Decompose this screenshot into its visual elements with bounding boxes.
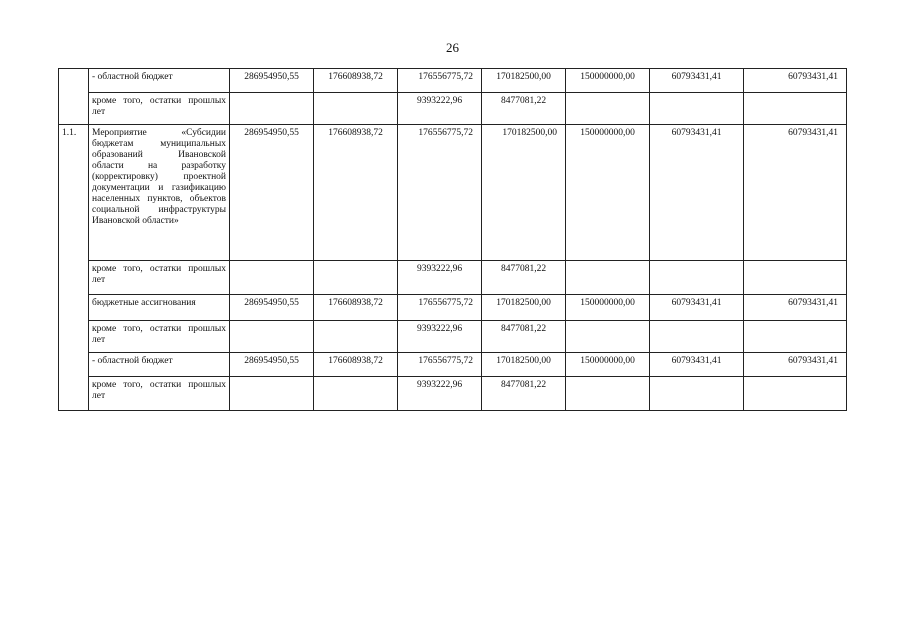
value-cell xyxy=(744,261,847,295)
value-cell: 8477081,22 xyxy=(482,93,566,125)
value-cell: 8477081,22 xyxy=(482,321,566,353)
value-cell: 170182500,00 xyxy=(482,353,566,377)
value-cell: 176608938,72 xyxy=(314,353,398,377)
value-cell xyxy=(650,321,744,353)
value-cell xyxy=(744,321,847,353)
value-cell: 150000000,00 xyxy=(566,295,650,321)
value-cell: 286954950,55 xyxy=(230,125,314,261)
value-cell: 60793431,41 xyxy=(650,353,744,377)
value-cell: 286954950,55 xyxy=(230,69,314,93)
value-cell: 60793431,41 xyxy=(744,295,847,321)
row-label: кроме того, остатки прошлых лет xyxy=(89,321,230,353)
value-cell xyxy=(650,377,744,411)
value-cell xyxy=(230,93,314,125)
table-row xyxy=(59,353,847,377)
value-cell: 9393222,96 xyxy=(398,93,482,125)
row-label: Мероприятие «Субсидии бюджетам муниципальных образований Ивановской области на разработку (корректировку) проектной документации и газификацию населенных пунктов, объектов социальной инфраструктуры Ивановской области» xyxy=(89,125,230,261)
value-cell xyxy=(314,261,398,295)
table-row xyxy=(59,377,847,411)
value-cell xyxy=(650,261,744,295)
value-cell: 60793431,41 xyxy=(744,125,847,261)
value-cell xyxy=(744,93,847,125)
table-row xyxy=(59,321,847,353)
table-row xyxy=(59,295,847,321)
value-cell: 176608938,72 xyxy=(314,295,398,321)
value-cell: 9393222,96 xyxy=(398,377,482,411)
value-cell: 8477081,22 xyxy=(482,261,566,295)
value-cell: 170182500,00 xyxy=(482,125,566,261)
value-cell: 176556775,72 xyxy=(398,295,482,321)
value-cell xyxy=(314,321,398,353)
value-cell xyxy=(314,93,398,125)
row-label: кроме того, остатки прошлых лет xyxy=(89,377,230,411)
table-row xyxy=(59,125,847,261)
value-cell: 286954950,55 xyxy=(230,353,314,377)
row-index-cell xyxy=(59,69,89,125)
value-cell: 9393222,96 xyxy=(398,261,482,295)
row-index-cell: 1.1. xyxy=(59,125,89,411)
table-row xyxy=(59,261,847,295)
value-cell: 150000000,00 xyxy=(566,69,650,93)
value-cell: 150000000,00 xyxy=(566,125,650,261)
page-number: 26 xyxy=(446,40,459,55)
value-cell: 176556775,72 xyxy=(398,69,482,93)
value-cell xyxy=(230,321,314,353)
value-cell: 170182500,00 xyxy=(482,69,566,93)
row-label: кроме того, остатки прошлых лет xyxy=(89,261,230,295)
value-cell: 60793431,41 xyxy=(650,295,744,321)
value-cell: 60793431,41 xyxy=(650,125,744,261)
value-cell: 176556775,72 xyxy=(398,353,482,377)
value-cell: 170182500,00 xyxy=(482,295,566,321)
value-cell: 286954950,55 xyxy=(230,295,314,321)
row-label: бюджетные ассигнования xyxy=(89,295,230,321)
value-cell xyxy=(566,377,650,411)
value-cell xyxy=(566,321,650,353)
value-cell xyxy=(230,377,314,411)
value-cell: 9393222,96 xyxy=(398,321,482,353)
row-label: - областной бюджет xyxy=(89,353,230,377)
value-cell: 8477081,22 xyxy=(482,377,566,411)
value-cell xyxy=(650,93,744,125)
value-cell: 176608938,72 xyxy=(314,125,398,261)
value-cell: 176556775,72 xyxy=(398,125,482,261)
value-cell xyxy=(744,377,847,411)
value-cell: 60793431,41 xyxy=(744,69,847,93)
value-cell xyxy=(314,377,398,411)
value-cell: 176608938,72 xyxy=(314,69,398,93)
table-row xyxy=(59,93,847,125)
table-row xyxy=(59,69,847,93)
row-label: кроме того, остатки прошлых лет xyxy=(89,93,230,125)
value-cell: 150000000,00 xyxy=(566,353,650,377)
value-cell xyxy=(230,261,314,295)
value-cell: 60793431,41 xyxy=(650,69,744,93)
value-cell xyxy=(566,93,650,125)
budget-table xyxy=(58,68,847,411)
row-label: - областной бюджет xyxy=(89,69,230,93)
value-cell xyxy=(566,261,650,295)
value-cell: 60793431,41 xyxy=(744,353,847,377)
